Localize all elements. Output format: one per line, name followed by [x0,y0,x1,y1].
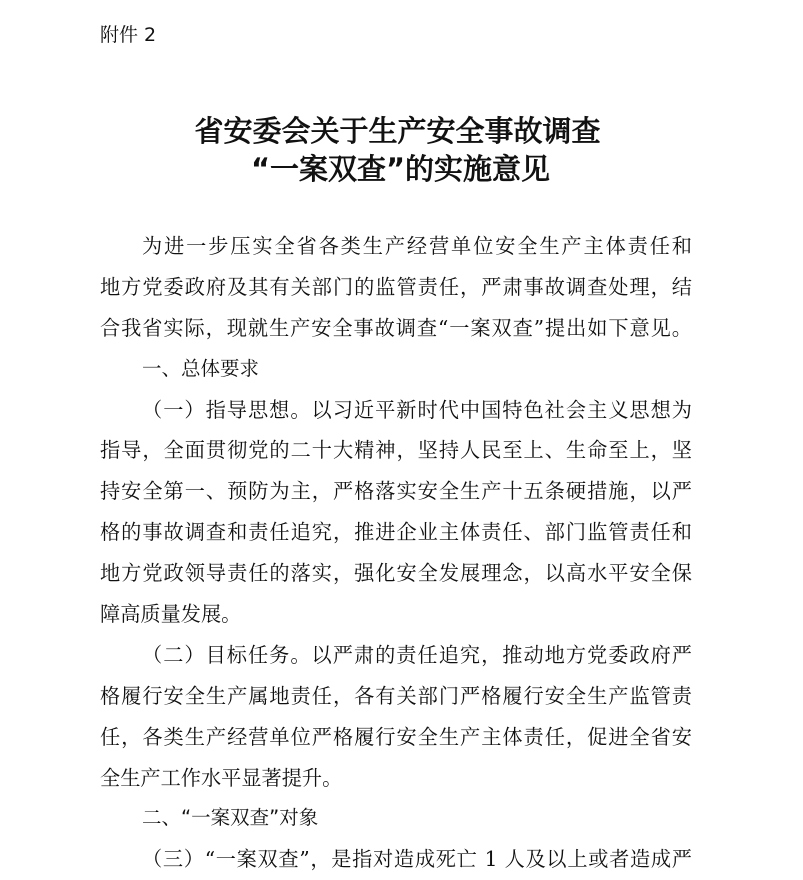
body-line: 指导，全面贯彻党的二十大精神，坚持人民至上、生命至上，坚 [100,438,692,463]
body-line: 地方党委政府及其有关部门的监管责任，严肃事故调查处理，结 [100,274,692,299]
document-title-line-2: “一案双查”的实施意见 [250,152,551,186]
body-line: （三）“一案双查”，是指对造成死亡 1 人及以上或者造成严 [142,847,692,872]
body-line: 格的事故调查和责任追究，推进企业主体责任、部门监管责任和 [100,520,692,545]
body-line: （一）指导思想。以习近平新时代中国特色社会主义思想为 [142,397,692,422]
body-line: 为进一步压实全省各类生产经营单位安全生产主体责任和 [142,234,692,258]
body-line: 任，各类生产经营单位严格履行安全生产主体责任，促进全省安 [100,724,692,749]
section-heading: 一、总体要求 [142,356,260,380]
document-body [100,226,692,880]
body-line: （二）目标任务。以严肃的责任追究，推动地方党委政府严 [142,642,692,667]
body-line: 全生产工作水平显著提升。 [100,765,343,790]
body-line: 合我省实际，现就生产安全事故调查“一案双查”提出如下意见。 [100,315,692,340]
body-line: 地方党政领导责任的落实，强化安全发展理念，以高水平安全保 [100,561,692,586]
document-title-line-1: 省安委会关于生产安全事故调查 [194,114,601,148]
section-heading: 二、“一案双查”对象 [142,806,319,830]
body-line: 持安全第一、预防为主，严格落实安全生产十五条硬措施，以严 [100,479,692,504]
body-line: 障高质量发展。 [100,602,242,627]
attachment-label: 附件 2 [100,24,157,46]
body-line: 格履行安全生产属地责任，各有关部门严格履行安全生产监管责 [100,683,692,708]
